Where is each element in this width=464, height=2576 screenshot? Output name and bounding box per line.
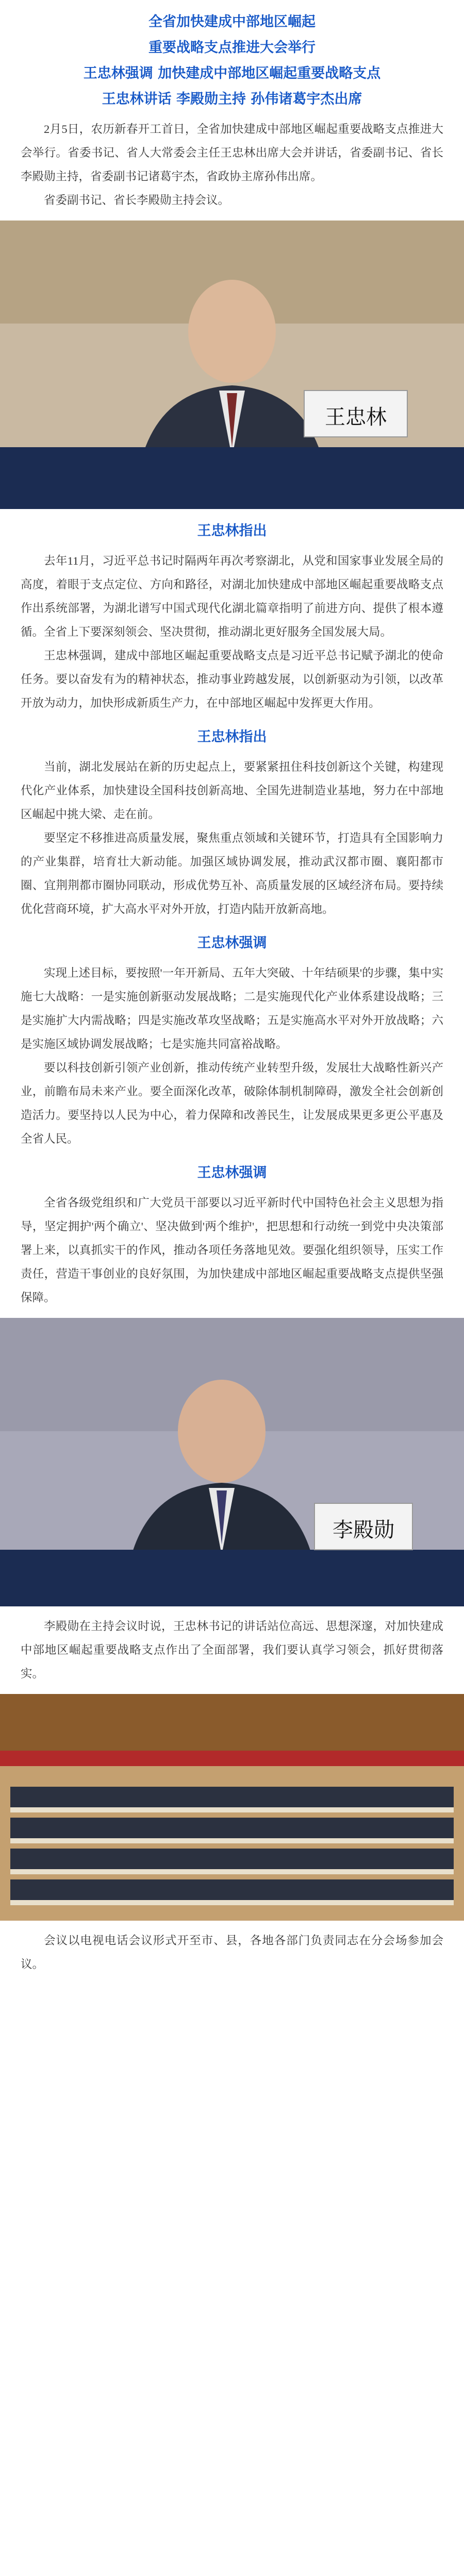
section-title-3: 王忠林强调 xyxy=(197,935,267,951)
section1-paragraph-1: 去年11月，习近平总书记时隔两年再次考察湖北，从党和国家事业发展全局的高度，着眼于支点定位、方向和路径，对湖北加快建成中部地区崛起重要战略支点作出系统部署，为湖北谱写中国式现代化湖北篇章指明了前进方向、提供了根本遵循。全省上下要深刻领会、坚决贯彻，推动湖北更好服务全国发展大局。 xyxy=(21,554,443,638)
section3-paragraph-1: 实现上述目标，要按照'一年开新局、五年大突破、十年结硕果'的步骤，集中实施七大战略：一是实施创新驱动发展战略；二是实施现代化产业体系建设战略；三是实施扩大内需战略；四是实施改革攻坚战略；五是实施高水平对外开放战略；六是实施区域协调发展战略；七是实施共同富裕战略。 xyxy=(21,967,443,1050)
section2-paragraph-1: 当前，湖北发展站在新的历史起点上，要紧紧扭住科技创新这个关键，构建现代化产业体系，加快建设全国科技创新高地、全国先进制造业基地，努力在中部地区崛起中挑大梁、走在前。 xyxy=(21,760,443,821)
venue-photo xyxy=(0,1694,464,1921)
section1-paragraph-2: 王忠林强调，建成中部地区崛起重要战略支点是习近平总书记赋予湖北的使命任务。要以奋发有为的精神状态，推动事业跨越发展，以创新驱动为引领，以改革开放为动力，加快形成新质生产力，在中部地区崛起中发挥更大作用。 xyxy=(21,649,443,709)
section-title-2: 王忠林指出 xyxy=(197,729,267,745)
nameplate: 王忠林 xyxy=(325,405,387,429)
headline-line-1: 全省加快建成中部地区崛起 xyxy=(148,14,316,30)
section3-paragraph-2: 要以科技创新引领产业创新，推动传统产业转型升级，发展壮大战略性新兴产业，前瞻布局未来产业。要全面深化改革，破除体制机制障碍，激发全社会创新创造活力。要坚持以人民为中心，着力保障和改善民生，让发展成果更多更公平惠及全省人民。 xyxy=(21,1061,443,1145)
section-title-4: 王忠林强调 xyxy=(197,1165,267,1181)
intro-paragraph-1: 2月5日，农历新春开工首日，全省加快建成中部地区崛起重要战略支点推进大会举行。省委书记、省人大常委会主任王忠林出席大会并讲话，省委副书记、省长李殿勋主持，省委副书记诸葛宇杰，省政协主席孙伟出席。 xyxy=(21,123,443,183)
speaker-photo-2 xyxy=(0,1318,464,1606)
section5-paragraph-1: 李殿勋在主持会议时说，王忠林书记的讲话站位高远、思想深邃，对加快建成中部地区崛起重要战略支点作出了全面部署，我们要认真学习领会，抓好贯彻落实。 xyxy=(21,1620,443,1680)
headline-line-3: 王忠林强调 加快建成中部地区崛起重要战略支点 xyxy=(83,65,381,81)
intro-paragraph-2: 省委副书记、省长李殿勋主持会议。 xyxy=(44,194,230,207)
section4-paragraph-1: 全省各级党组织和广大党员干部要以习近平新时代中国特色社会主义思想为指导，坚定拥护'两个确立'、坚决做到'两个维护'，把思想和行动统一到党中央决策部署上来，以真抓实干的作风，推动各项任务落地见效。要强化组织领导，压实工作责任，营造干事创业的良好氛围，为加快建成中部地区崛起重要战略支点提供坚强保障。 xyxy=(21,1196,443,1304)
nameplate: 李殿勋 xyxy=(333,1518,394,1542)
headline-line-4: 王忠林讲话 李殿勋主持 孙伟诸葛宇杰出席 xyxy=(102,91,362,107)
section2-paragraph-2: 要坚定不移推进高质量发展，聚焦重点领域和关键环节，打造具有全国影响力的产业集群，培育壮大新动能。加强区域协调发展，推动武汉都市圈、襄阳都市圈、宜荆荆都市圈协同联动，形成优势互补、高质量发展的区域经济布局。要持续优化营商环境，扩大高水平对外开放，打造内陆开放新高地。 xyxy=(21,832,443,916)
outro-paragraph: 会议以电视电话会议形式开至市、县，各地各部门负责同志在分会场参加会议。 xyxy=(21,1934,443,1971)
section-title-1: 王忠林指出 xyxy=(197,523,267,539)
headline-block xyxy=(0,0,464,117)
headline-line-2: 重要战略支点推进大会举行 xyxy=(148,40,316,56)
speaker-photo-1 xyxy=(0,221,464,509)
